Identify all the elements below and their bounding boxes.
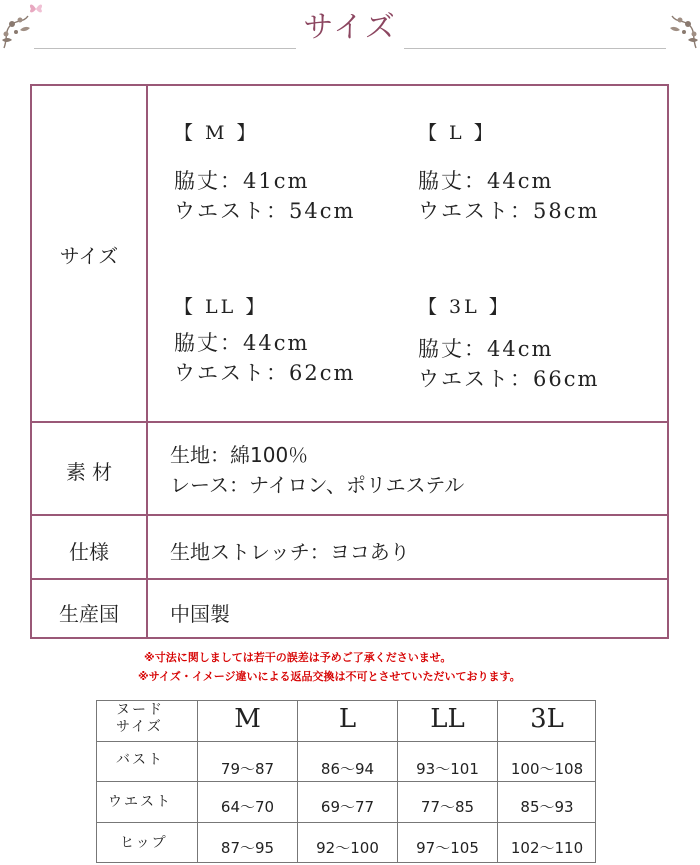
measure-col-header-l: L bbox=[338, 704, 357, 734]
measure-cell: 87〜95 bbox=[220, 839, 275, 857]
measure-cell: 102〜110 bbox=[510, 839, 584, 857]
origin-row-label: 生産国 bbox=[59, 602, 119, 626]
measure-row-divider bbox=[96, 781, 596, 782]
material-value bbox=[170, 440, 464, 500]
measure-col-header-3l: 3L bbox=[530, 704, 564, 734]
size-l-length: 脇丈：44cm bbox=[418, 169, 554, 193]
size-m-waist: ウエスト：54cm bbox=[174, 199, 356, 223]
measure-cell: 100〜108 bbox=[510, 760, 584, 778]
size-ll-waist: ウエスト：62cm bbox=[174, 361, 356, 385]
measure-cell: 93〜101 bbox=[416, 760, 479, 778]
size-m-length: 脇丈：41cm bbox=[174, 169, 310, 193]
measure-col-header-ll: LL bbox=[430, 704, 465, 734]
spec-row-divider bbox=[30, 421, 669, 423]
measure-row-label-bust: バスト bbox=[116, 752, 164, 768]
size-m-block bbox=[174, 118, 355, 226]
measure-corner-label bbox=[116, 702, 164, 736]
spec-value: 生地ストレッチ：ヨコあり bbox=[170, 540, 410, 564]
size-l-block bbox=[418, 118, 599, 226]
measure-cell: 64〜70 bbox=[220, 798, 275, 816]
note-no-returns: ※サイズ・イメージ違いによる返品交換は不可とさせていただいております。 bbox=[138, 670, 521, 683]
measure-cell: 97〜105 bbox=[416, 839, 479, 857]
header-rule-left bbox=[34, 48, 296, 49]
note-tolerance: ※寸法に関しましては若干の誤差は予めご了承くださいませ。 bbox=[144, 651, 452, 664]
measure-col-header-m: M bbox=[234, 704, 261, 734]
measure-row-label-waist: ウエスト bbox=[108, 794, 172, 810]
material-line: 生地：綿100％ bbox=[170, 443, 309, 467]
size-l-waist: ウエスト：58cm bbox=[418, 199, 600, 223]
size-l-heading: 【 L 】 bbox=[418, 122, 496, 144]
measure-row-divider bbox=[96, 741, 596, 742]
spec-row-divider bbox=[30, 514, 669, 516]
measure-cell: 79〜87 bbox=[220, 760, 275, 778]
measure-cell: 86〜94 bbox=[320, 760, 375, 778]
size-m-heading: 【 M 】 bbox=[174, 122, 259, 144]
measure-cell: 77〜85 bbox=[420, 798, 475, 816]
page-title: サイズ bbox=[303, 10, 397, 45]
size-row-label: サイズ bbox=[59, 244, 119, 268]
header-rule-right bbox=[404, 48, 666, 49]
measure-cell: 92〜100 bbox=[316, 839, 379, 857]
size-ll-block bbox=[174, 292, 355, 388]
corner-line: サイズ bbox=[116, 719, 163, 735]
measure-row-label-hip: ヒップ bbox=[120, 835, 168, 851]
material-row-label: 素 材 bbox=[65, 460, 113, 484]
spec-row-label: 仕様 bbox=[69, 540, 109, 564]
size-3l-block bbox=[418, 292, 599, 394]
origin-value: 中国製 bbox=[170, 602, 230, 626]
measure-row-divider bbox=[96, 822, 596, 823]
material-line: レース：ナイロン、ポリエステル bbox=[170, 473, 465, 497]
size-3l-waist: ウエスト：66cm bbox=[418, 367, 600, 391]
spec-row-divider bbox=[30, 578, 669, 580]
size-ll-heading: 【 LL 】 bbox=[174, 296, 268, 318]
size-ll-length: 脇丈：44cm bbox=[174, 331, 310, 355]
measure-cell: 69〜77 bbox=[320, 798, 375, 816]
corner-line: ヌード bbox=[116, 702, 164, 718]
measure-cell: 85〜93 bbox=[520, 798, 574, 816]
size-3l-length: 脇丈：44cm bbox=[418, 337, 554, 361]
size-3l-heading: 【 3L 】 bbox=[418, 296, 511, 318]
